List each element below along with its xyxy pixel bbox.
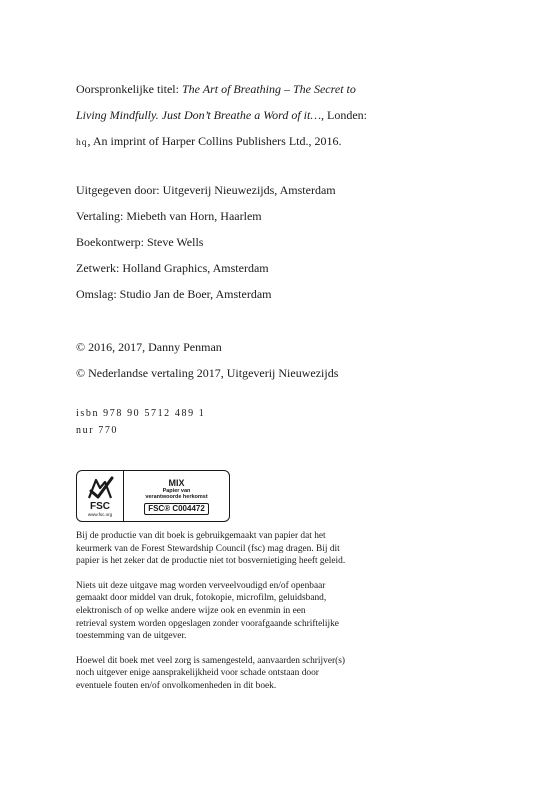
credit-cover: Omslag: Studio Jan de Boer, Amsterdam [76,287,272,301]
rights-text-line-4: retrieval system worden opgeslagen zonder voorafgaande schriftelijke [76,618,339,629]
credit-publisher: Uitgegeven door: Uitgeverij Nieuwezijds, Amsterdam [76,183,336,197]
copyright-author: © 2016, 2017, Danny Penman [76,340,222,354]
disclaimer-line-3: eventuele fouten en/of onvolkomenheden in dit boek. [76,680,277,691]
fsc-tree-check-icon [85,476,115,502]
fsc-brand: FSC [90,500,110,512]
identifiers-block [76,405,496,439]
copyright-translation: © Nederlandse vertaling 2017, Uitgeverij Nieuwezijds [76,366,339,380]
fsc-text-line-3: papier is het zeker dat de productie niet tot bosvernietiging heeft geleid. [76,556,346,567]
disclaimer-line-1: Hoewel dit boek met veel zorg is samengesteld, aanvaarden schrijver(s) [76,655,345,666]
credit-book-design: Boekontwerp: Steve Wells [76,235,204,249]
original-title-line-1 [76,76,496,102]
original-title-italic-1: The Art of Breathing – The Secret to [181,82,356,96]
disclaimer-line-2: noch uitgever enige aansprakelijkheid voor schade ontstaan door [76,668,319,679]
credits-block [76,177,496,307]
original-title-prefix: Oorspronkelijke titel: [76,82,182,96]
fsc-sub-line-1: Papier van [162,487,191,494]
isbn: isbn 978 90 5712 489 1 [76,408,206,419]
original-title-block [76,76,496,156]
rights-text-line-1: Niets uit deze uitgave mag worden verveelvoudigd en/of openbaar [76,580,326,591]
fsc-url: www.fsc.org [87,511,113,517]
fsc-sub-line-2: verantwoorde herkomst [145,494,208,500]
fsc-text-line-2: keurmerk van de Forest Stewardship Council (fsc) mag dragen. Bij dit [76,543,340,554]
fsc-logo-text [124,471,229,521]
rights-text-line-5: toestemming van de uitgever. [76,631,187,642]
nur: nur 770 [76,425,119,436]
credit-typesetting: Zetwerk: Holland Graphics, Amsterdam [76,261,269,275]
original-title-suffix: , Londen: [321,108,367,122]
original-title-line-2 [76,102,496,128]
fsc-logo-mark [77,471,124,521]
fsc-license-code: FSC® C004472 [144,503,209,515]
credit-translation: Vertaling: Miebeth van Horn, Haarlem [76,209,262,223]
fsc-logo [76,470,230,522]
rights-text-line-3: elektronisch of op welke andere wijze ook en evenmin in een [76,605,306,616]
original-title-line-3 [76,128,496,156]
fsc-text-line-1: Bij de productie van dit boek is gebruikgemaakt van papier dat het [76,531,326,541]
original-title-italic-2: Living Mindfully. Just Don’t Breathe a Word of it… [76,108,321,122]
rights-text-line-2: gemaakt door middel van druk, fotokopie, microfilm, geluidsband, [76,593,327,604]
legal-text-block [76,530,496,693]
fsc-mix-label: MIX [168,477,185,488]
publisher-name: , An imprint of Harper Collins Publishers Ltd., 2016. [87,134,342,148]
copyright-block [76,334,496,386]
publisher-abbr: hq [76,138,88,148]
